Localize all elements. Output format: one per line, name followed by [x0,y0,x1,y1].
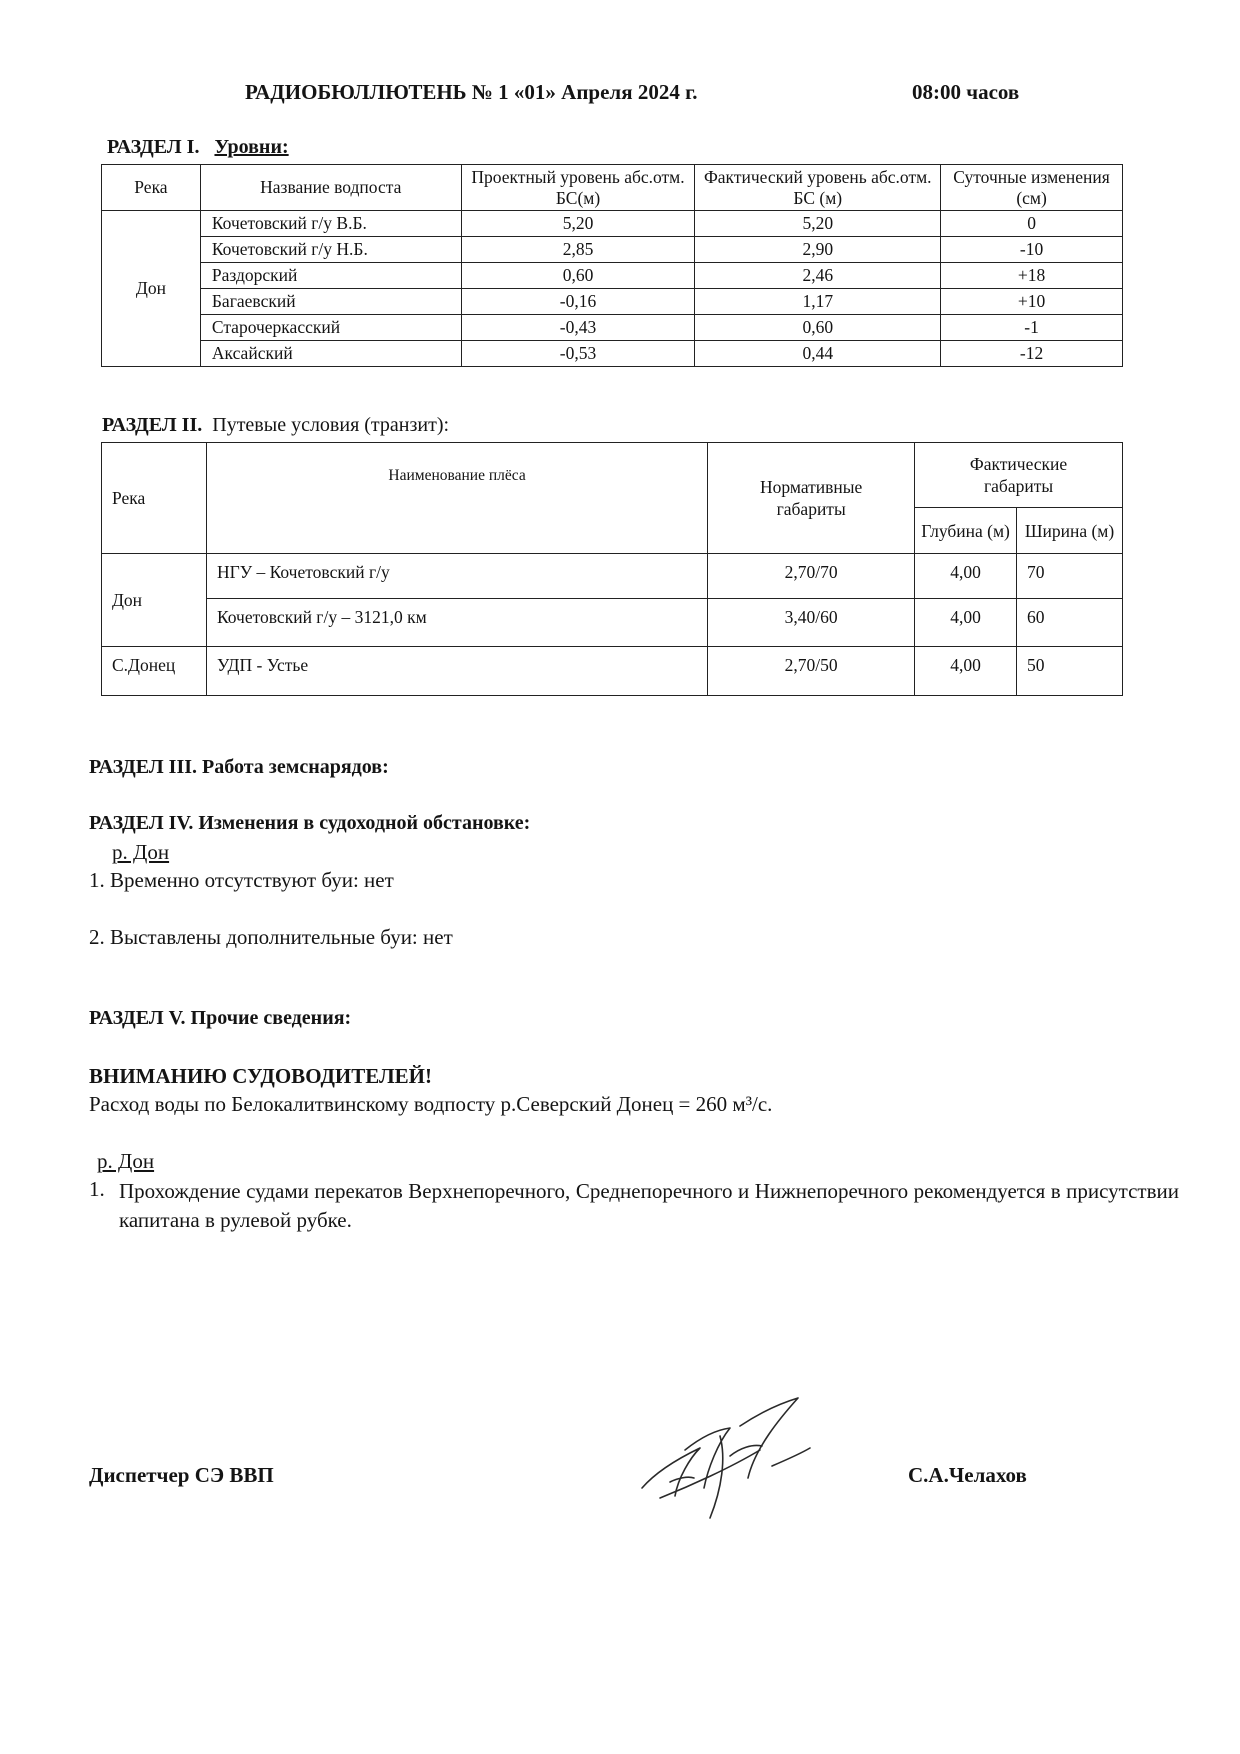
levels-col-station: Название водпоста [200,165,461,211]
transit-col-norm: Нормативные габариты [708,443,915,554]
dispatcher-name: С.А.Челахов [908,1463,1027,1487]
design-level: 2,85 [461,237,695,263]
section3-heading: РАЗДЕЛ III. Работа земснарядов: [89,756,389,778]
table-row [102,289,1123,315]
table-row [102,211,1123,237]
table-row [102,341,1123,367]
section5-river: р. Дон [97,1149,155,1173]
reach-name: УДП - Устье [206,647,707,696]
transit-header-row [102,443,1123,508]
daily-change: -10 [941,237,1123,263]
design-level: 0,60 [461,263,695,289]
actual-depth: 4,00 [915,647,1017,696]
actual-width: 50 [1017,647,1123,696]
transit-river-donets: С.Донец [102,647,207,696]
table-row [102,263,1123,289]
design-level: -0,16 [461,289,695,315]
actual-depth: 4,00 [915,554,1017,599]
transit-col-actual: Фактические габариты [915,443,1123,508]
section1-title: Уровни: [214,136,289,158]
station-name: Раздорский [200,263,461,289]
reach-name: Кочетовский г/у – 3121,0 км [206,599,707,647]
table-row [102,647,1123,696]
design-level: -0,53 [461,341,695,367]
table-row [102,599,1123,647]
section2-number: РАЗДЕЛ II. [102,414,203,436]
section2-title: Путевые условия (транзит): [212,414,450,436]
levels-header-row [102,165,1123,211]
levels-col-river: Река [102,165,201,211]
design-level: -0,43 [461,315,695,341]
levels-col-change: Суточные изменения (см) [941,165,1123,211]
transit-col-depth: Глубина (м) [915,508,1017,554]
section1-number: РАЗДЕЛ I. [107,136,200,158]
norm-dims: 2,70/50 [708,647,915,696]
attention-heading: ВНИМАНИЮ СУДОВОДИТЕЛЕЙ! [89,1064,432,1088]
norm-dims: 3,40/60 [708,599,915,647]
transit-col-reach: Наименование плёса [206,443,707,554]
section4-heading: РАЗДЕЛ IV. Изменения в судоходной обстановке: [89,812,531,834]
station-name: Старочеркасский [200,315,461,341]
section4-river: р. Дон [112,840,170,864]
dispatcher-position: Диспетчер СЭ ВВП [89,1463,274,1487]
section4-item2: 2. Выставлены дополнительные буи: нет [89,925,453,949]
daily-change: +10 [941,289,1123,315]
section5-item1-text: Прохождение судами перекатов Верхнепоречного, Среднепоречного и Нижнепоречного рекомендуется в присутствии капитана в рулевой рубке. [119,1179,1179,1232]
section2-heading [102,414,449,437]
levels-col-actual: Фактический уровень абс.отм. БС (м) [695,165,941,211]
levels-table [101,164,1123,367]
daily-change: -12 [941,341,1123,367]
station-name: Аксайский [200,341,461,367]
actual-level: 1,17 [695,289,941,315]
levels-river-don: Дон [102,211,201,367]
signature-image [630,1378,850,1528]
daily-change: 0 [941,211,1123,237]
transit-river-don: Дон [102,554,207,647]
actual-level: 2,46 [695,263,941,289]
bulletin-time: 08:00 часов [912,80,1020,104]
actual-width: 60 [1017,599,1123,647]
flow-note: Расход воды по Белокалитвинскому водпосту р.Северский Донец = 260 м³/с. [89,1092,773,1116]
station-name: Багаевский [200,289,461,315]
daily-change: +18 [941,263,1123,289]
daily-change: -1 [941,315,1123,341]
actual-depth: 4,00 [915,599,1017,647]
transit-col-width: Ширина (м) [1017,508,1123,554]
actual-level: 2,90 [695,237,941,263]
actual-level: 5,20 [695,211,941,237]
table-row [102,315,1123,341]
section4-item1: 1. Временно отсутствуют буи: нет [89,868,394,892]
transit-col-river: Река [102,443,207,554]
design-level: 5,20 [461,211,695,237]
transit-table [101,442,1123,696]
station-name: Кочетовский г/у Н.Б. [200,237,461,263]
section5-item1-number: 1. [89,1177,105,1201]
bulletin-title: РАДИОБЮЛЛЮТЕНЬ № 1 «01» Апреля 2024 г. [245,80,698,104]
norm-dims: 2,70/70 [708,554,915,599]
actual-level: 0,44 [695,341,941,367]
actual-width: 70 [1017,554,1123,599]
actual-level: 0,60 [695,315,941,341]
section5-heading: РАЗДЕЛ V. Прочие сведения: [89,1007,352,1029]
section1-heading [107,136,289,159]
table-row [102,237,1123,263]
reach-name: НГУ – Кочетовский г/у [206,554,707,599]
station-name: Кочетовский г/у В.Б. [200,211,461,237]
levels-col-design: Проектный уровень абс.отм. БС(м) [461,165,695,211]
table-row [102,554,1123,599]
